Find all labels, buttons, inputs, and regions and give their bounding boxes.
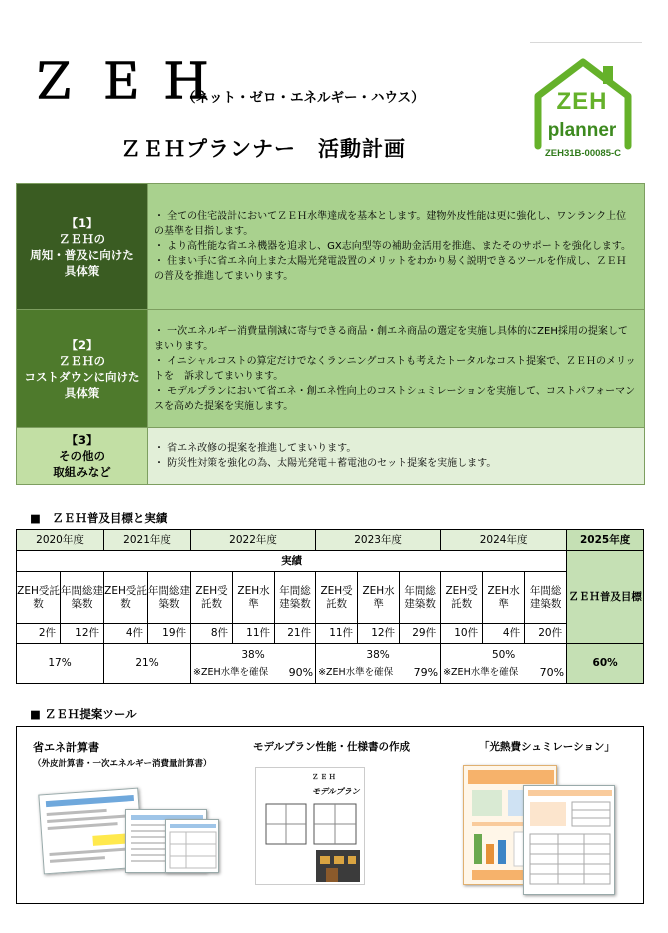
- col-head: 年間総建築数: [525, 572, 567, 624]
- rate-value: 38%: [241, 648, 265, 661]
- policy-head-line: 具体策: [64, 263, 100, 278]
- col-head: ZEH受託数: [191, 572, 233, 624]
- rate-cell: [17, 644, 104, 684]
- policy-table: [16, 183, 645, 485]
- value-row: [17, 624, 644, 644]
- count-value: 2件: [17, 624, 61, 644]
- count-value: 12件: [61, 624, 104, 644]
- plan-title: ＺＥＨプランナー 活動計画: [120, 137, 406, 161]
- top-rule: [530, 42, 642, 43]
- count-value: 29件: [400, 624, 441, 644]
- col-head: 年間総建築数: [275, 572, 316, 624]
- year-label: 2021年度: [104, 530, 191, 551]
- jisseki-row: [17, 551, 644, 572]
- policy-body: [148, 310, 645, 428]
- rate-cell: [316, 644, 441, 684]
- policy-head-line: コストダウンに向けた: [24, 369, 140, 384]
- calc-document-thumbnail: [165, 819, 219, 873]
- policy-bullet: ・ 一次エネルギー消費量削減に寄与できる商品・創エネ商品の選定を実施し具体的にZEH採用の提案してまいります。: [154, 325, 628, 352]
- tool-label: モデルプラン性能・仕様書の作成: [253, 741, 410, 753]
- rate-note-value: 79%: [413, 665, 439, 679]
- rate-cell: [104, 644, 191, 684]
- target-label: ＺＥＨ普及目標: [567, 551, 644, 644]
- results-table: [16, 529, 644, 684]
- policy-head-line: ＺＥＨの: [59, 231, 105, 246]
- rate-value: 38%: [366, 648, 390, 661]
- policy-row-1: [17, 184, 645, 310]
- year-label: 2020年度: [17, 530, 104, 551]
- col-head: 年間総建築数: [400, 572, 441, 624]
- tool-label: 「光熱費シュミレーション」: [479, 741, 615, 753]
- policy-head-line: 周知・普及に向けた: [30, 247, 134, 262]
- policy-bullet: ・ 省エネ改修の提案を推進してまいります。: [154, 443, 357, 454]
- count-value: 4件: [483, 624, 525, 644]
- policy-bullet: ・ より高性能な省エネ機器を追求し、GX志向型等の補助金活用を推進、またそのサポートを強化します。: [154, 241, 631, 252]
- final-year-label: 2025年度: [567, 530, 644, 551]
- energy-sim-thumbnail: [523, 785, 615, 895]
- count-value: 10件: [441, 624, 483, 644]
- count-value: 11件: [316, 624, 358, 644]
- count-value: 21件: [275, 624, 316, 644]
- policy-head: [17, 428, 148, 485]
- rate-note: ※ZEH水準を確保: [193, 666, 269, 678]
- document-grid-icon: [166, 820, 220, 874]
- policy-num: 【3】: [66, 433, 98, 447]
- count-value: 8件: [191, 624, 233, 644]
- jisseki-label: 実績: [17, 551, 567, 572]
- tools-section-title: ■ ＺＥＨ提案ツール: [30, 707, 137, 721]
- count-value: 4件: [104, 624, 148, 644]
- policy-bullet: ・ 防災性対策を強化の為、太陽光発電＋蓄電池のセット提案を実施します。: [154, 458, 497, 469]
- policy-head-line: その他の: [59, 449, 105, 463]
- policy-num: 【2】: [66, 337, 98, 352]
- target-value: 60%: [567, 644, 644, 684]
- simulation-table-icon: [524, 786, 616, 896]
- count-value: 19件: [148, 624, 191, 644]
- year-row: [17, 530, 644, 551]
- rate-note: ※ZEH水準を確保: [443, 666, 519, 678]
- policy-head-line: 具体策: [64, 385, 100, 400]
- rate-note-value: 90%: [288, 665, 314, 679]
- floor-plan-icon: [256, 768, 366, 886]
- logo-code: ZEH31B-00085-C: [544, 148, 622, 159]
- model-plan-thumbnail: [255, 767, 365, 885]
- policy-head-line: 取組みなど: [53, 465, 111, 479]
- year-label: 2023年度: [316, 530, 441, 551]
- col-head: ZEH水準: [233, 572, 275, 624]
- col-head: ZEH受託数: [104, 572, 148, 624]
- col-head: ZEH受託数: [316, 572, 358, 624]
- rate-value: 21%: [135, 657, 159, 669]
- policy-bullet: ・ 住まい手に省エネ向上また太陽光発電設置のメリットをわかり易く説明できるツールを作成し、ＺＥＨの普及を推進してまいります。: [154, 256, 627, 282]
- logo-mark: ZEH: [556, 88, 608, 115]
- count-value: 12件: [358, 624, 400, 644]
- page-title: ＺＥＨ: [30, 54, 229, 110]
- col-head: ZEH受託数: [441, 572, 483, 624]
- policy-bullet: ・ イニシャルコストの算定だけでなくランニングコストも考えたトータルなコスト提案で、ＺＥＨのメリットを 訴求してまいります。: [154, 355, 636, 382]
- year-label: 2022年度: [191, 530, 316, 551]
- logo-word: planner: [547, 120, 617, 141]
- rate-value: 50%: [491, 648, 516, 661]
- policy-body: [148, 428, 645, 485]
- policy-row-3: [17, 428, 645, 485]
- policy-bullet: ・ 全ての住宅設計においてＺＥＨ水準達成を基本とします。建物外皮性能は更に強化し、ワンランク上位の基準を目指します。: [154, 211, 627, 237]
- policy-head-line: ＺＥＨの: [59, 353, 105, 368]
- rate-row: [17, 644, 644, 684]
- col-head: ZEH水準: [483, 572, 525, 624]
- policy-num: 【1】: [66, 215, 98, 230]
- zeh-planner-logo: [528, 58, 638, 163]
- tools-box: [16, 726, 644, 904]
- rate-value: 17%: [48, 657, 72, 669]
- policy-body: [148, 184, 645, 310]
- model-plan-title: モデルプラン: [312, 787, 360, 796]
- count-value: 11件: [233, 624, 275, 644]
- policy-bullet: ・ モデルプランにおいて省エネ・創エネ性向上のコストシュミレーションを実施して、コストパフォーマンスを高めた提案を実施します。: [154, 385, 636, 412]
- col-head: ZEH水準: [358, 572, 400, 624]
- policy-head: [17, 184, 148, 310]
- year-label: 2024年度: [441, 530, 567, 551]
- rate-cell: [441, 644, 567, 684]
- rate-note: ※ZEH水準を確保: [318, 666, 394, 678]
- results-section-title: ■ ＺＥＨ普及目標と実績: [30, 511, 168, 525]
- model-plan-head: ＺＥＨ: [312, 773, 338, 781]
- policy-row-2: [17, 310, 645, 428]
- col-head: ZEH受託数: [17, 572, 61, 624]
- rate-note-value: 70%: [539, 665, 565, 679]
- policy-head: [17, 310, 148, 428]
- column-head-row: [17, 572, 644, 624]
- page-subtitle: （ネット・ゼロ・エネルギー・ハウス）: [182, 90, 425, 106]
- count-value: 20件: [525, 624, 567, 644]
- rate-cell: [191, 644, 316, 684]
- tool-sub: （外皮計算書・一次エネルギー消費量計算書）: [33, 759, 212, 769]
- col-head: 年間総建築数: [61, 572, 104, 624]
- tool-label: 省エネ計算書: [33, 741, 99, 754]
- col-head: 年間総建築数: [148, 572, 191, 624]
